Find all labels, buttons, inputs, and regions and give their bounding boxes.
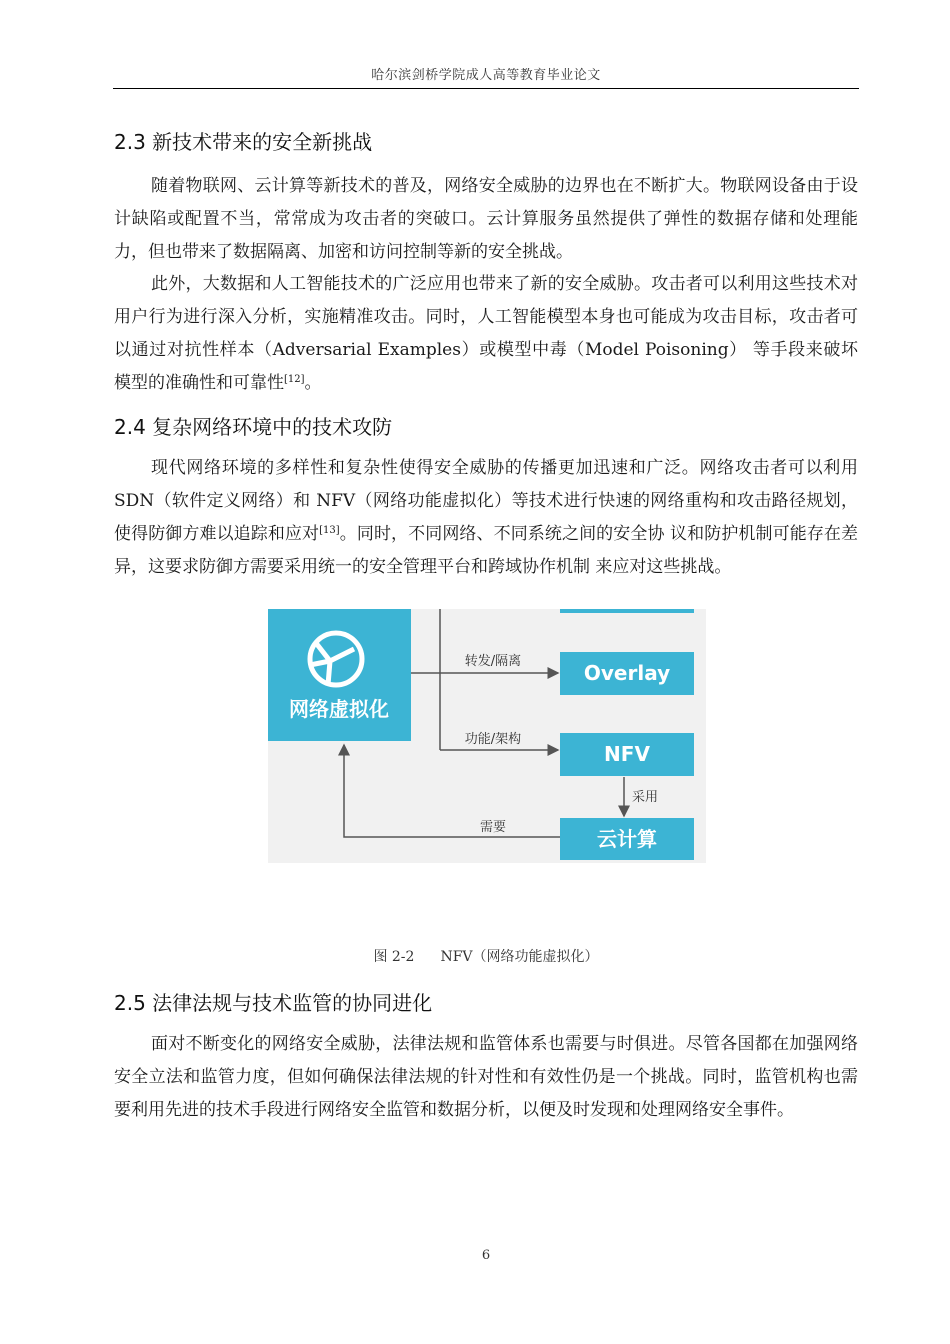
arrow-need-label: 需要 [479, 820, 507, 835]
nfv-box-label: NFV [604, 742, 650, 766]
arrow-adopt-label: 采用 [632, 790, 659, 805]
page-number: 6 [481, 1248, 491, 1263]
paragraph: 随着物联网、云计算等新技术的普及，网络安全威胁的边界也在不断扩大。物联网设备由于设计缺陷或配置不当，常常成为攻击者的突破口。云计算服务虽然提供了弹性的数据存储和处理能力，但也带来了数据隔离、加密和访问控制等新的安全挑战。 [114, 176, 858, 262]
running-header: 哈尔滨剑桥学院成人高等教育毕业论文 [371, 68, 601, 83]
figure-caption-number: 图 2-2 [373, 949, 415, 965]
arrow-forward-label: 转发/隔离 [464, 654, 522, 669]
main-box-label: 网络虚拟化 [289, 697, 389, 721]
paragraph-text: 。同时，不同网络、不同系统之间的安全协 议和防护机制可能存在差异，这要求防御方需要采用统一的安全管理平台和跨域协作机制 来应对这些挑战。 [114, 524, 859, 577]
section-heading-2-3: 2.3 新技术带来的安全新挑战 [114, 130, 373, 154]
paragraph: 面对不断变化的网络安全威胁，法律法规和监管体系也需要与时俱进。尽管各国都在加强网络安全立法和监管力度，但如何确保法律法规的针对性和有效性仍是一个挑战。同时，监管机构也需要利用先进的技术手段进行网络安全监管和数据分析，以便及时发现和处理网络安全事件。 [114, 1034, 858, 1120]
cloud-box-label: 云计算 [597, 827, 657, 851]
paragraph [114, 268, 858, 400]
paragraph-tail: 。 [304, 373, 322, 393]
paragraph-text: 此外，大数据和人工智能技术的广泛应用也带来了新的安全威胁。攻击者可以利用这些技术对用户行为进行深入分析，实施精准攻击。同时，人工智能模型本身也可能成为攻击目标，攻击者可以通过对抗性样本（Adversarial Examples）或模型中毒（Model Poisoning） 等手段来破坏模型的准确性和可靠性 [114, 274, 858, 393]
figure-caption [113, 946, 859, 966]
overlay-box-label: Overlay [583, 661, 671, 685]
paragraph-text: 现代网络环境的多样性和复杂性使得安全威胁的传播更加迅速和广泛。网络攻击者可以利用 SDN（软件定义网络）和 NFV（网络功能虚拟化）等技术进行快速的网络重构和攻击路径规划，使得防御方难以追踪和应对 [114, 458, 858, 544]
citation: [13] [319, 525, 340, 536]
paragraph [114, 452, 858, 584]
partial-box [560, 609, 694, 613]
arrow-need [344, 745, 560, 837]
arrow-function-label: 功能/架构 [464, 732, 522, 747]
figure-caption-text: NFV（网络功能虚拟化） [440, 949, 599, 965]
header-rule [113, 88, 859, 89]
diagram-svg [268, 609, 706, 863]
main-box [268, 609, 411, 741]
citation: [12] [284, 374, 305, 385]
section-heading-2-5: 2.5 法律法规与技术监管的协同进化 [114, 991, 433, 1015]
figure-nfv-diagram [268, 609, 706, 863]
section-heading-2-4: 2.4 复杂网络环境中的技术攻防 [114, 415, 393, 439]
